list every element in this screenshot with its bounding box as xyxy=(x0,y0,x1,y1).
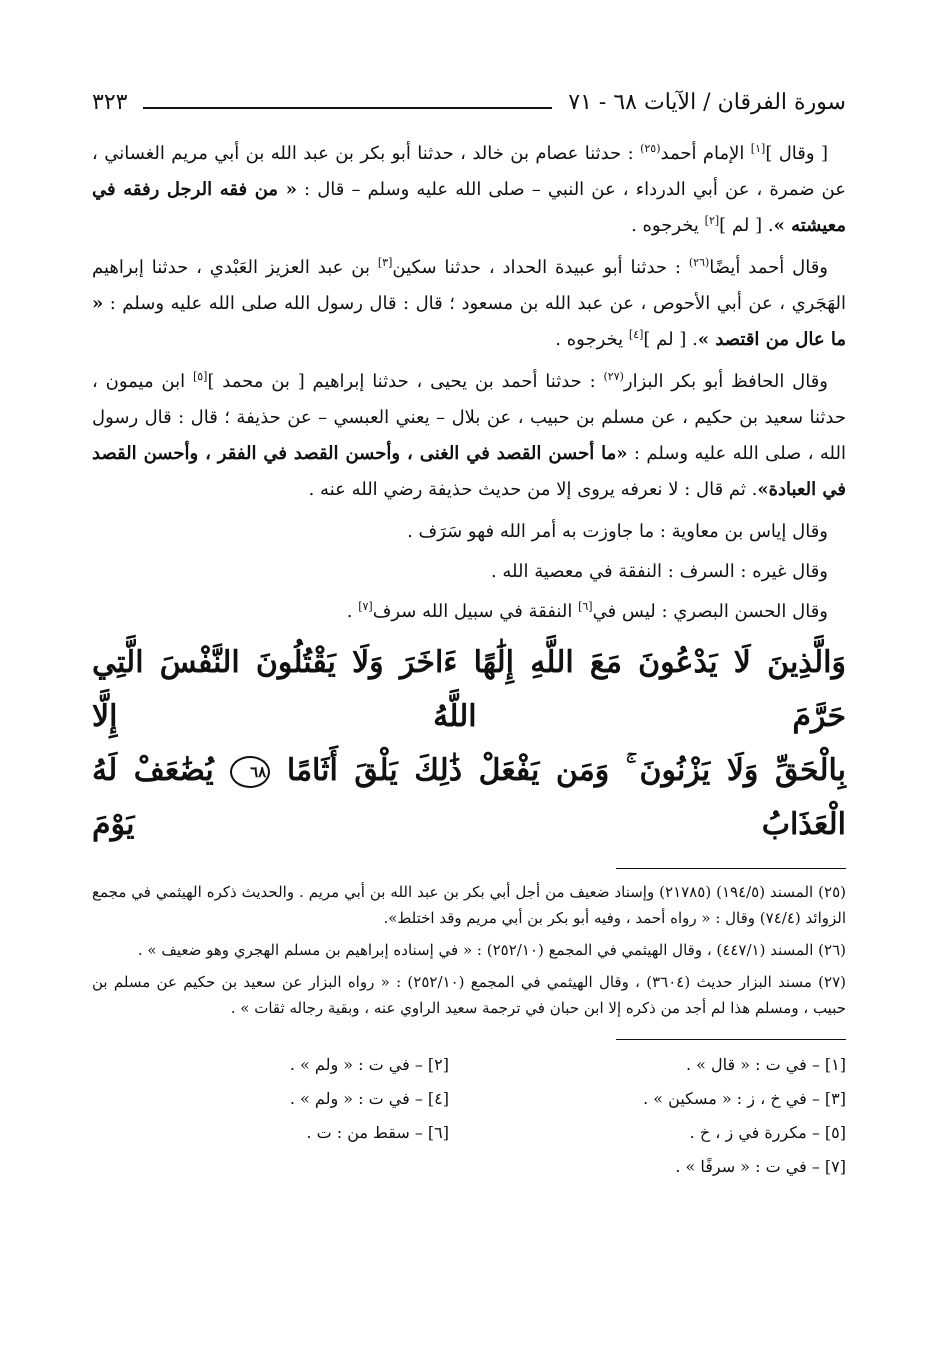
note-ref: [١] xyxy=(750,142,766,155)
note-3: [٣] – في خ ، ز : « مسكين » . xyxy=(643,1089,846,1108)
note-ref: [٤] xyxy=(628,328,644,341)
running-title: سورة الفرقان / الآيات ٦٨ - ٧١ xyxy=(568,89,846,115)
note-6: [٦] – سقط من : ت . xyxy=(306,1123,449,1142)
hadith-text: « ما عال من اقتصد » xyxy=(92,293,846,350)
text-run: وقال الحافظ أبو بكر البزار xyxy=(623,371,829,392)
text-run: : حدثنا أبو عبيدة الحداد ، حدثنا سكين xyxy=(392,257,689,278)
note-ref: [٥] xyxy=(192,370,208,383)
footnote-ref: (٢٥) xyxy=(640,142,661,155)
note-1: [١] – في ت : « قال » . xyxy=(685,1055,846,1074)
paragraph-4: وقال إياس بن معاوية : ما جاوزت به أمر الله فهو سَرَف . xyxy=(407,521,828,542)
page-number: ٣٢٣ xyxy=(92,89,128,115)
footnote-26: (٢٦) المسند (٤٤٧/١) ، وقال الهيثمي في المجمع (٢٥٢/١٠) : « في إسناده إبراهيم بن مسلم الهجري وهو ضعيف » . xyxy=(137,941,846,959)
footnote-27: (٢٧) مسند البزار حديث (٣٦٠٤) ، وقال الهيثمي في المجمع (٢٥٢/١٠) : « رواه البزار عن سعيد بن حكيم عن مسلم بن حبيب ، ومسلم هذا لم أجد من ذكره إلا ابن حبان في ترجمة سعيد الراوي عنه ، وبقية رجاله ثقات » . xyxy=(92,973,847,1017)
paragraph-2 xyxy=(92,250,846,358)
header-rule xyxy=(143,107,552,109)
text-run: . [ لم ] xyxy=(643,329,698,350)
note-ref: [٧] xyxy=(358,600,373,613)
text-run: [ وقال ] xyxy=(765,143,828,164)
quran-verse xyxy=(92,636,846,852)
note-ref: [٢] xyxy=(704,214,720,227)
notes-divider xyxy=(616,1039,846,1040)
paragraph-5: وقال غيره : السرف : النفقة في معصية الله . xyxy=(490,561,828,582)
hadith-text: « من فقه الرجل رفقه في معيشته » xyxy=(92,179,846,236)
paragraph-6 xyxy=(92,594,846,630)
footnote-divider xyxy=(616,868,846,869)
text-run: . ثم قال : لا نعرفه يروى إلا من حديث حذيفة رضي الله عنه . xyxy=(308,479,758,500)
verse-line-1: وَالَّذِينَ لَا يَدْعُونَ مَعَ اللَّهِ إِلَٰهًا ءَاخَرَ وَلَا يَقْتُلُونَ النَّفْسَ الَّتِي حَرَّمَ اللَّهُ إِلَّا xyxy=(92,645,846,734)
verse-text: يُضَٰعَفْ لَهُ الْعَذَابُ يَوْمَ xyxy=(92,753,846,842)
text-run: يخرجوه . xyxy=(555,329,629,350)
text-run: يخرجوه . xyxy=(631,215,705,236)
hadith-text: «ما أحسن القصد في الغنى ، وأحسن القصد في الفقر ، وأحسن القصد في العبادة» xyxy=(92,443,846,500)
note-5: [٥] – مكررة في ز ، خ . xyxy=(689,1123,846,1142)
text-run: : حدثنا أحمد بن يحيى ، حدثنا إبراهيم [ بن محمد ] xyxy=(207,371,604,392)
note-4: [٤] – في ت : « ولم » . xyxy=(289,1089,449,1108)
text-run: النفقة في سبيل الله سرف xyxy=(372,601,579,622)
paragraph-1 xyxy=(92,136,846,244)
footnote-ref: (٢٧) xyxy=(603,370,624,383)
footnote-25: (٢٥) المسند (١٩٤/٥) (٢١٧٨٥) وإسناد ضعيف من أجل أبي بكر بن عبد الله بن أبي مريم . والحديث ذكره الهيثمي في مجمع الزوائد (٧٤/٤) وقال : « رواه أحمد ، وفيه أبو بكر بن أبي مريم وقد اختلط». xyxy=(92,883,846,927)
note-ref: [٣] xyxy=(377,256,393,269)
note-ref: [٦] xyxy=(578,600,593,613)
text-run: وقال أحمد أيضًا xyxy=(709,257,828,278)
text-run: وقال الحسن البصري : ليس في xyxy=(592,601,828,622)
note-2: [٢] – في ت : « ولم » . xyxy=(289,1055,449,1074)
text-run: بن عبد العزيز العَبْدي ، حدثنا إبراهيم الهَجَري ، عن أبي الأحوص ، عن عبد الله بن مسعود ؛ قال : قال رسول الله صلى الله عليه وسلم : xyxy=(92,257,846,314)
text-run: ابن ميمون ، حدثنا سعيد بن حكيم ، عن مسلم بن حبيب ، عن بلال – يعني العبسي – عن حذيفة ؛ قال : قال رسول الله ، صلى الله عليه وسلم : xyxy=(92,371,846,464)
text-run: الإمام أحمد xyxy=(660,143,751,164)
paragraph-3 xyxy=(92,364,846,508)
page-header xyxy=(92,84,846,120)
footnote-ref: (٢٦) xyxy=(688,256,710,269)
text-run: . xyxy=(346,601,359,622)
text-run: . [ لم ] xyxy=(719,215,774,236)
note-7: [٧] – في ت : « سرفًا » . xyxy=(675,1157,846,1176)
verse-line-2 xyxy=(92,744,846,852)
textual-notes xyxy=(92,1050,846,1182)
text-run: : حدثنا عصام بن خالد ، حدثنا أبو بكر بن عبد الله بن أبي مريم الغساني ، عن ضمرة ، عن أبي الدرداء ، عن النبي – صلى الله عليه وسلم – قال : xyxy=(92,143,847,200)
verse-text: بِالْحَقِّ وَلَا يَزْنُونَ ۚ وَمَن يَفْعَلْ ذَٰلِكَ يَلْقَ أَثَامًا xyxy=(286,753,846,788)
verse-number-badge: ٦٨ xyxy=(230,756,270,788)
